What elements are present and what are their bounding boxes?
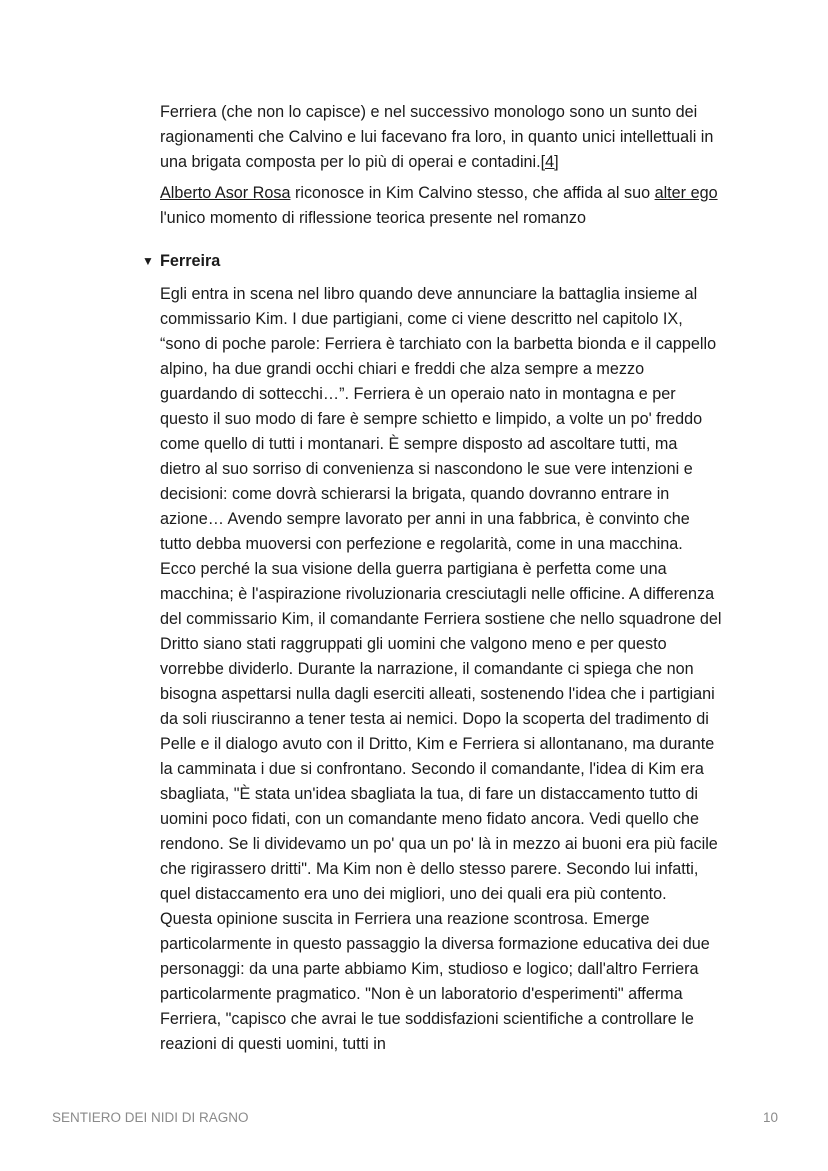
- link-alter-ego[interactable]: alter ego: [654, 184, 718, 202]
- link-alberto-asor-rosa[interactable]: Alberto Asor Rosa: [160, 184, 291, 202]
- intro-paragraph-2: [160, 181, 722, 231]
- page-footer: [52, 1110, 778, 1125]
- footnote-link-4[interactable]: [4]: [540, 153, 559, 171]
- section-toggle-ferreira[interactable]: [142, 249, 722, 274]
- footer-title: SENTIERO DEI NIDI DI RAGNO: [52, 1110, 249, 1125]
- intro-paragraph-1: [160, 100, 722, 175]
- intro-paragraph-1-text: Ferriera (che non lo capisce) e nel successivo monologo sono un sunto dei ragionamenti che Calvino e lui facevano fra loro, in quanto unici intellettuali in una brigata composta per lo più di operai e contadini.: [160, 103, 714, 171]
- intro-paragraph-2-text: riconosce in Kim Calvino stesso, che affida al suo: [290, 184, 655, 202]
- document-body: [142, 100, 722, 1063]
- page-number: 10: [762, 1110, 778, 1125]
- disclosure-triangle-icon: ▼: [142, 254, 154, 268]
- section-title: Ferreira: [160, 252, 221, 270]
- intro-paragraph-2-end: l'unico momento di riflessione teorica presente nel romanzo: [160, 209, 586, 227]
- section-body-paragraph: Egli entra in scena nel libro quando deve annunciare la battaglia insieme al commissario Kim. I due partigiani, come ci viene descritto nel capitolo IX, “sono di poche parole: Ferriera è tarchiato con la barbetta bionda e il cappello alpino, ha due grandi occhi chiari e freddi che alza sempre a mezzo guardando di sottecchi…”. Ferriera è un operaio nato in montagna e per questo il suo modo di fare è sempre schietto e limpido, a volte un po' freddo come quello di tutti i montanari. È sempre disposto ad ascoltare tutti, ma dietro al suo sorriso di convenienza si nascondono le sue vere intenzioni e decisioni: come dovrà schierarsi la brigata, quando dovranno entrare in azione… Avendo sempre lavorato per anni in una fabbrica, è convinto che tutto debba muoversi con perfezione e regolarità, come in una macchina. Ecco perché la sua visione della guerra partigiana è perfetta come una macchina; è l'aspirazione rivoluzionaria cresciutagli nelle officine. A differenza del commissario Kim, il comandante Ferriera sostiene che nello squadrone del Dritto siano stati raggruppati gli uomini che valgono meno e per questo vorrebbe dividerlo. Durante la narrazione, il comandante ci spiega che non bisogna aspettarsi nulla dagli eserciti alleati, sostenendo l'idea che i partigiani da soli riusciranno a tener testa ai nemici. Dopo la scoperta del tradimento di Pelle e il dialogo avuto con il Dritto, Kim e Ferriera si allontanano, ma durante la camminata i due si confrontano. Secondo il comandante, l'idea di Kim era sbagliata, "È stata un'idea sbagliata la tua, di fare un distaccamento tutto di uomini poco fidati, con un comandante meno fidato ancora. Vedi quello che rendono. Se li dividevamo un po' qua un po' là in mezzo ai buoni era più facile che rigirassero dritti". Ma Kim non è dello stesso parere. Secondo lui infatti, quel distaccamento era uno dei migliori, uno dei quali era più contento. Questa opinione suscita in Ferriera una reazione scontrosa. Emerge particolarmente in questo passaggio la diversa formazione educativa dei due personaggi: da una parte abbiamo Kim, studioso e logico; dall'altro Ferriera particolarmente pragmatico. "Non è un laboratorio d'esperimenti" afferma Ferriera, "capisco che avrai le tue soddisfazioni scientifiche a controllare le reazioni di questi uomini, tutti in: [160, 285, 722, 1053]
